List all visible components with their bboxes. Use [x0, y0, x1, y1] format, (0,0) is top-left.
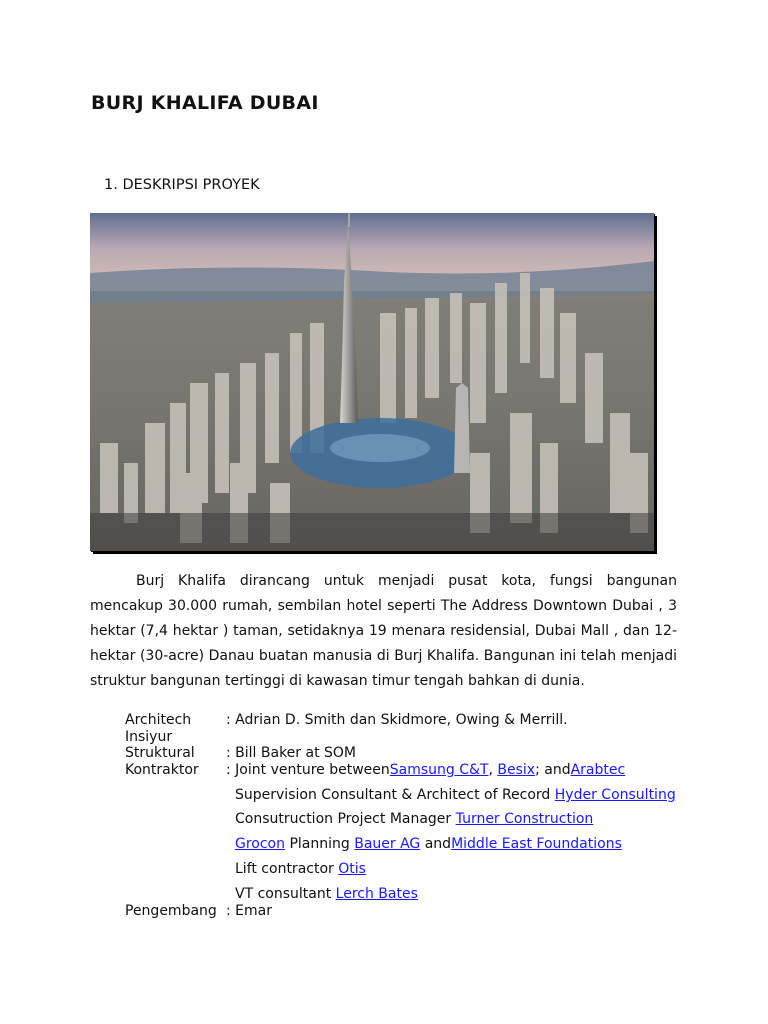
- lerch-bates-link[interactable]: Lerch Bates: [335, 886, 418, 902]
- engineer-label-line2: Struktural: [125, 745, 195, 761]
- developer-label: Pengembang: [125, 903, 217, 919]
- middle-east-foundations-link[interactable]: Middle East Foundations: [451, 836, 622, 852]
- burj-khalifa-aerial-photo: [90, 213, 654, 551]
- contractor-separator-2: ; and: [535, 762, 571, 778]
- arabtec-link[interactable]: Arabtec: [570, 762, 626, 778]
- otis-link[interactable]: Otis: [338, 861, 366, 877]
- piling-text: Planning: [285, 836, 355, 852]
- document-title: BURJ KHALIFA DUBAI: [91, 92, 319, 114]
- contractor-value: [226, 762, 625, 779]
- lift-contractor-text: Lift contractor: [235, 861, 339, 877]
- bauer-ag-link[interactable]: Bauer AG: [354, 836, 421, 852]
- supervision-line: [235, 787, 676, 804]
- contractor-prefix: : Joint venture between: [226, 762, 390, 778]
- piling-and: and: [420, 836, 452, 852]
- vt-consultant-line: [235, 886, 418, 903]
- developer-value: : Emar: [226, 903, 272, 919]
- besix-link[interactable]: Besix: [497, 762, 536, 778]
- project-manager-line: [235, 811, 593, 828]
- engineer-value: : Bill Baker at SOM: [226, 745, 357, 761]
- turner-construction-link[interactable]: Turner Construction: [455, 811, 594, 827]
- lift-contractor-line: [235, 861, 366, 878]
- section-heading: 1. DESKRIPSI PROYEK: [104, 177, 260, 193]
- description-text: Burj Khalifa dirancang untuk menjadi pusat kota, fungsi bangunan mencakup 30.000 rumah, sembilan hotel seperti The Address Downtown Dubai , 3 hektar (7,4 hektar ) taman, setidaknya 19 menara residensial, Dubai Mall , dan 12-hektar (30-acre) Danau buatan manusia di Burj Khalifa. Bangunan ini telah menjadi struktur bangunan tertinggi di kawasan timur tengah bahkan di dunia.: [90, 573, 677, 689]
- vt-consultant-text: VT consultant: [235, 886, 336, 902]
- project-manager-text: Consutruction Project Manager: [235, 811, 456, 827]
- description-paragraph: [90, 569, 677, 694]
- hyder-consulting-link[interactable]: Hyder Consulting: [554, 787, 676, 803]
- architect-value: : Adrian D. Smith dan Skidmore, Owing & Merrill.: [226, 712, 568, 728]
- contractor-label: Kontraktor: [125, 762, 199, 778]
- samsung-link[interactable]: Samsung C&T: [389, 762, 489, 778]
- engineer-label-line1: Insiyur: [125, 729, 173, 745]
- supervision-text: Supervision Consultant & Architect of Record: [235, 787, 555, 803]
- architect-label: Architech: [125, 712, 192, 728]
- contractor-separator-1: ,: [488, 762, 498, 778]
- grocon-link[interactable]: Grocon: [235, 836, 285, 852]
- piling-line: [235, 836, 622, 853]
